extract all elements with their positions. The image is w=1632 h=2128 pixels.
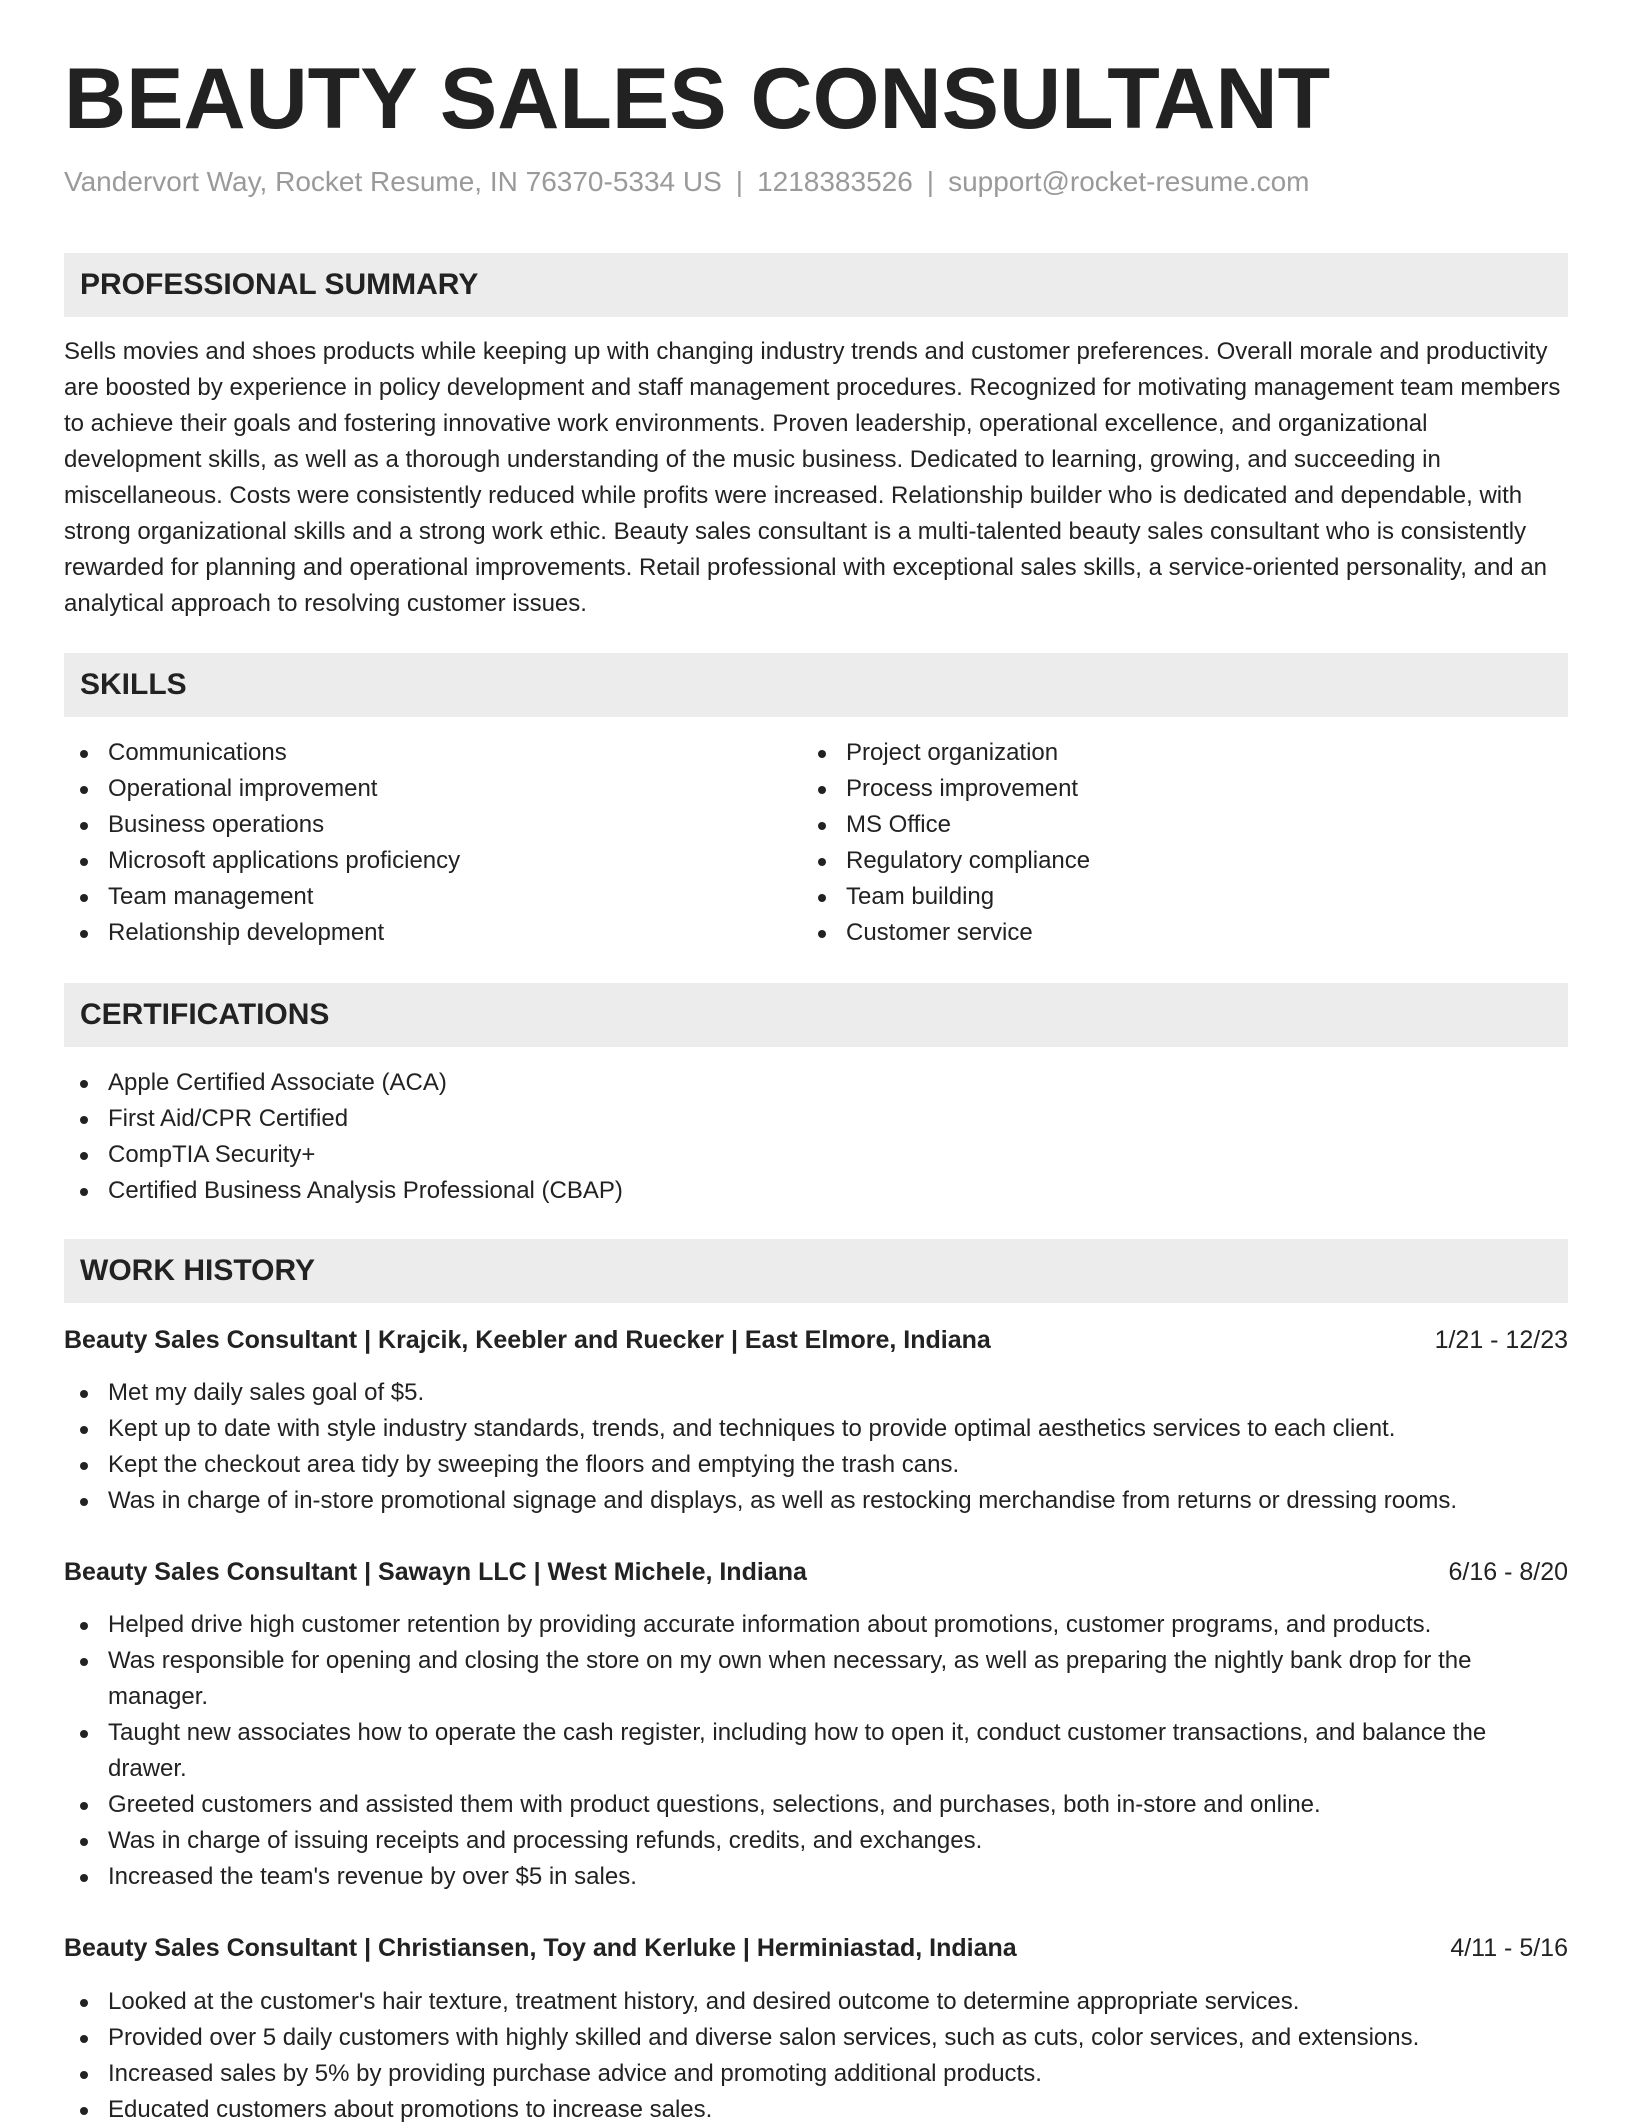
work-history-heading: WORK HISTORY [64, 1239, 1568, 1303]
skill-item: Business operations [64, 807, 804, 843]
job-duty: Was in charge of issuing receipts and processing refunds, credits, and exchanges. [64, 1823, 1568, 1859]
skill-item: Microsoft applications proficiency [64, 843, 804, 879]
job-title: Beauty Sales Consultant | Christiansen, Toy and Kerluke | Herminiastad, Indiana [64, 1934, 1017, 1962]
job-duty: Kept up to date with style industry standards, trends, and techniques to provide optimal aesthetics services to each client. [64, 1411, 1568, 1447]
job-title: Beauty Sales Consultant | Sawayn LLC | West Michele, Indiana [64, 1558, 807, 1586]
skill-item: Communications [64, 735, 804, 771]
contact-address: Vandervort Way, Rocket Resume, IN 76370-5334 US [64, 166, 722, 197]
skill-item: Regulatory compliance [802, 843, 1542, 879]
skill-item: Relationship development [64, 915, 804, 951]
job-title: Beauty Sales Consultant | Krajcik, Keebler and Ruecker | East Elmore, Indiana [64, 1326, 991, 1354]
certification-item: First Aid/CPR Certified [64, 1101, 1568, 1137]
summary-heading: PROFESSIONAL SUMMARY [64, 253, 1568, 317]
job-duty: Educated customers about promotions to increase sales. [64, 2092, 1568, 2128]
job-duties-list [64, 1984, 1568, 2128]
job-dates: 6/16 - 8/20 [1448, 1558, 1568, 1586]
skill-item: Team management [64, 879, 804, 915]
skill-item: Operational improvement [64, 771, 804, 807]
job-duty: Increased the team's revenue by over $5 in sales. [64, 1859, 1568, 1895]
contact-email: support@rocket-resume.com [948, 166, 1310, 197]
job-duty: Looked at the customer's hair texture, treatment history, and desired outcome to determine appropriate services. [64, 1984, 1568, 2020]
job-header [64, 1930, 1568, 1966]
skills-list-left [64, 735, 804, 951]
skill-item: Customer service [802, 915, 1542, 951]
skills-list-right [802, 735, 1542, 951]
job-duty: Helped drive high customer retention by providing accurate information about promotions, customer programs, and products. [64, 1607, 1568, 1643]
job-header [64, 1322, 1568, 1358]
job-duty: Taught new associates how to operate the cash register, including how to open it, conduct customer transactions, and balance the drawer. [64, 1715, 1568, 1787]
job-dates: 4/11 - 5/16 [1450, 1934, 1568, 1962]
certification-item: CompTIA Security+ [64, 1137, 1568, 1173]
contact-separator: | [735, 166, 744, 197]
skill-item: Process improvement [802, 771, 1542, 807]
skill-item: MS Office [802, 807, 1542, 843]
job-duty: Increased sales by 5% by providing purchase advice and promoting additional products. [64, 2056, 1568, 2092]
certification-item: Apple Certified Associate (ACA) [64, 1065, 1568, 1101]
contact-phone: 1218383526 [757, 166, 913, 197]
skill-item: Project organization [802, 735, 1542, 771]
skill-item: Team building [802, 879, 1542, 915]
job-duty: Provided over 5 daily customers with highly skilled and diverse salon services, such as cuts, color services, and extensions. [64, 2020, 1568, 2056]
job-dates: 1/21 - 12/23 [1434, 1326, 1568, 1354]
job-duty: Met my daily sales goal of $5. [64, 1375, 1568, 1411]
job-duty: Greeted customers and assisted them with product questions, selections, and purchases, both in-store and online. [64, 1787, 1568, 1823]
certification-item: Certified Business Analysis Professional (CBAP) [64, 1173, 1568, 1209]
job-header [64, 1554, 1568, 1590]
skills-heading: SKILLS [64, 653, 1568, 717]
job-duty: Kept the checkout area tidy by sweeping the floors and emptying the trash cans. [64, 1447, 1568, 1483]
summary-text: Sells movies and shoes products while keeping up with changing industry trends and customer preferences. Overall morale and productivity are boosted by experience in policy development and staff management procedures. Recognized for motivating management team members to achieve their goals and fostering innovative work environments. Proven leadership, operational excellence, and organizational development skills, as well as a thorough understanding of the music business. Dedicated to learning, growing, and succeeding in miscellaneous. Costs were consistently reduced while profits were increased. Relationship builder who is dedicated and dependable, with strong organizational skills and a strong work ethic. Beauty sales consultant is a multi-talented beauty sales consultant who is consistently rewarded for planning and operational improvements. Retail professional with exceptional sales skills, a service-oriented personality, and an analytical approach to resolving customer issues. [64, 338, 1561, 617]
resume-title: BEAUTY SALES CONSULTANT [64, 51, 1331, 147]
job-duty: Was responsible for opening and closing the store on my own when necessary, as well as preparing the nightly bank drop for the manager. [64, 1643, 1568, 1715]
certifications-list [64, 1065, 1568, 1209]
job-duties-list [64, 1375, 1568, 1519]
contact-line [64, 166, 1310, 198]
job-duties-list [64, 1607, 1568, 1895]
job-duty: Was in charge of in-store promotional signage and displays, as well as restocking merchandise from returns or dressing rooms. [64, 1483, 1568, 1519]
certifications-heading: CERTIFICATIONS [64, 983, 1568, 1047]
contact-separator: | [926, 166, 935, 197]
